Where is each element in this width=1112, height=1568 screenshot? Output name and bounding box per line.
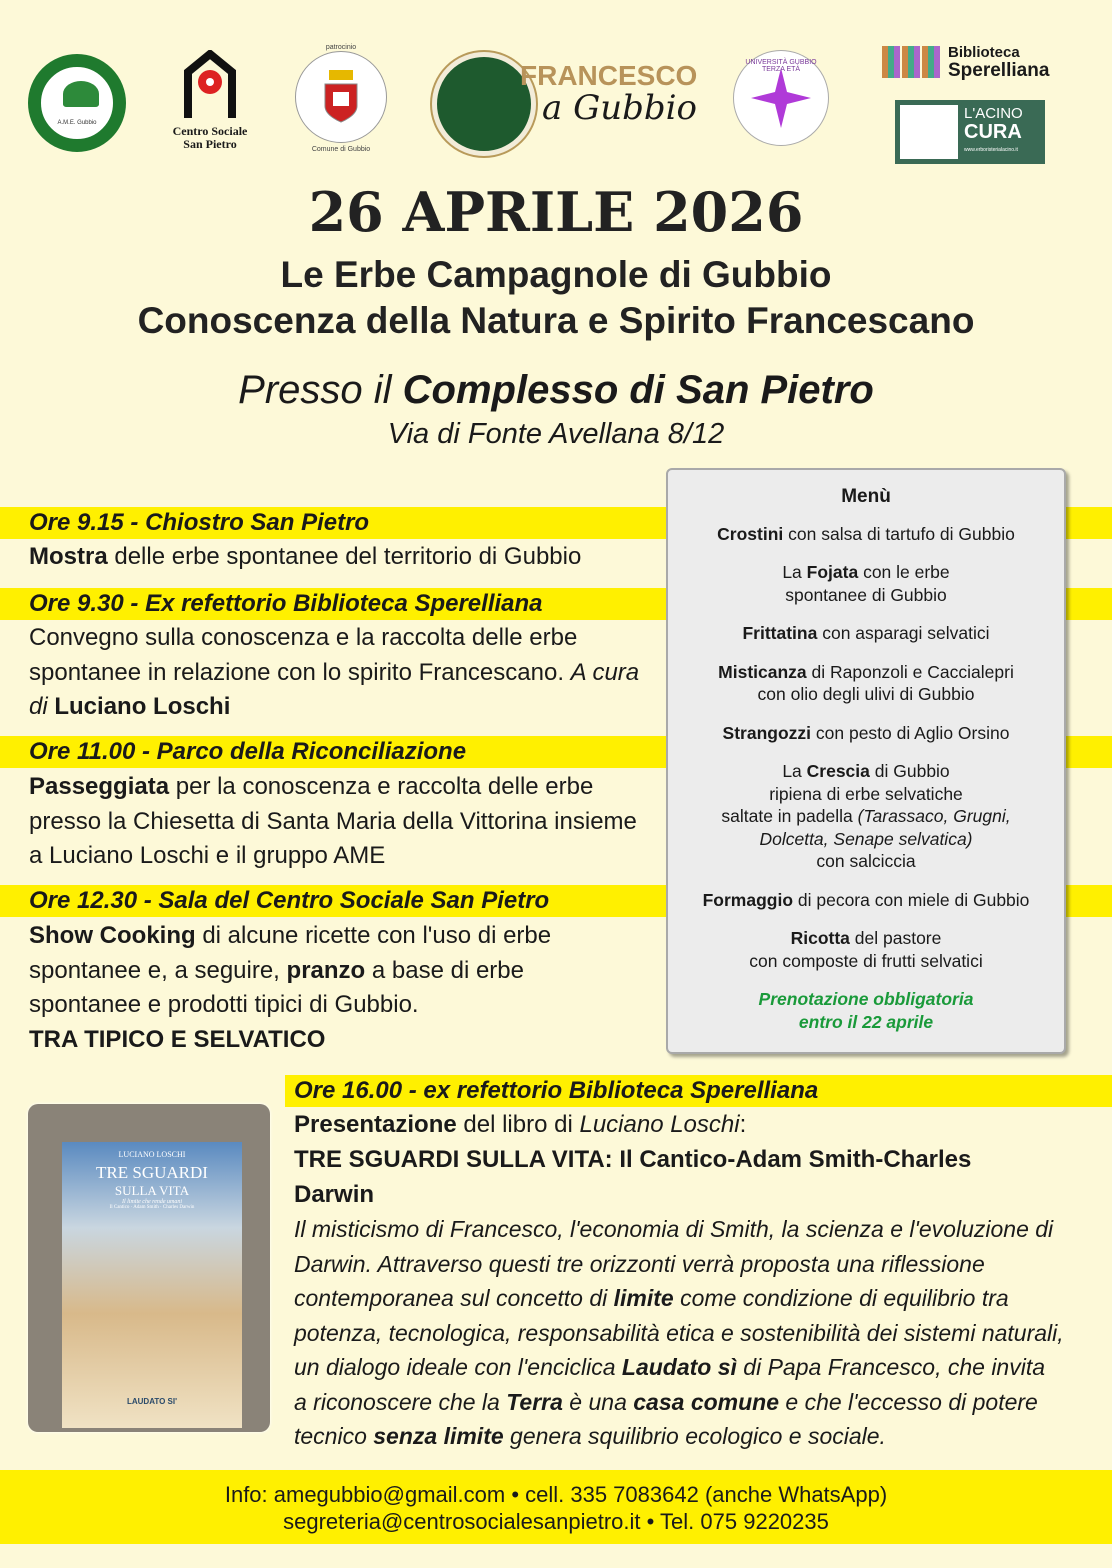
text-segment: Laudato sì <box>621 1354 737 1380</box>
house-icon <box>180 50 240 120</box>
comune-logo: patrocinio Comune di Gubbio <box>292 44 390 164</box>
text-segment: con asparagi selvatici <box>817 623 990 643</box>
star-icon <box>751 68 811 128</box>
text-segment: (Tarassaco, Grugni, Dolcetta, Senape selvatica) <box>759 806 1011 849</box>
text-segment: Presentazione <box>294 1111 457 1138</box>
text-segment: La <box>782 761 807 781</box>
text-segment: Ricotta <box>790 928 850 948</box>
text-segment: Frittatina <box>742 623 818 643</box>
contact-info-line: Info: amegubbio@gmail.com • cell. 335 7083642 (anche WhatsApp) <box>224 1482 888 1507</box>
event-subtitle: Le Erbe Campagnole di Gubbio <box>280 254 832 295</box>
text-segment: come condizione di equilibrio tra potenza, tecnologica, responsabilità etica e sostenibilità dei sistemi naturali, un dialogo ideale con l'enciclica <box>294 1285 1064 1380</box>
menu-item <box>668 889 1064 912</box>
text-segment: con le erbe spontanee di Gubbio <box>785 562 950 605</box>
menu-item <box>668 760 1064 873</box>
program-time: Ore 9.30 - Ex refettorio Biblioteca Sperelliana <box>29 590 543 617</box>
program-time: Ore 9.15 - Chiostro San Pietro <box>29 509 370 536</box>
text-segment: Passeggiata <box>29 773 170 800</box>
text-segment: Mostra <box>29 543 108 570</box>
menu-item <box>668 523 1064 546</box>
text-segment: di alcune ricette con l'uso di erbe spontanee e, a seguire, <box>29 922 552 984</box>
text-segment: con salciccia <box>816 851 916 871</box>
text-segment: La <box>782 562 807 582</box>
text-segment: Fojata <box>806 562 859 582</box>
program-description <box>29 621 654 725</box>
menu-item <box>668 661 1064 706</box>
text-segment: a base di erbe spontanee e prodotti tipici di Gubbio. <box>29 956 524 1018</box>
venue-address: Via di Fonte Avellana 8/12 <box>387 418 725 450</box>
centro-sociale-logo: Centro Sociale San Pietro <box>165 50 255 150</box>
text-segment: è una <box>562 1388 634 1415</box>
text-segment: Strangozzi <box>722 722 812 743</box>
program-description <box>29 919 629 1023</box>
menu-box <box>666 468 1066 1054</box>
text-segment: di Papa Francesco, che invita a riconoscere che la <box>294 1354 1046 1415</box>
program-tagline: TRA TIPICO E SELVATICO <box>29 1026 326 1053</box>
text-segment: casa comune <box>633 1388 780 1415</box>
text-segment: Terra <box>506 1388 563 1415</box>
biblioteca-sperelliana-logo: Biblioteca Sperelliana <box>882 44 1072 80</box>
program-description <box>29 770 644 874</box>
text-segment: Misticanza <box>718 661 807 682</box>
book-description <box>294 1212 1064 1454</box>
acino-cura-logo: L'ACINO CURA www.erboristerialacino.it <box>895 100 1045 164</box>
francesco-a-gubbio-logo: FRANCESCO a Gubbio <box>520 60 698 128</box>
text-segment: di Gubbio ripiena di erbe selvatiche saltate in padella <box>721 761 963 826</box>
event-date: 26 APRILE 2026 <box>308 180 804 244</box>
afternoon-time: Ore 16.00 - ex refettorio Biblioteca Sperelliana <box>294 1077 819 1104</box>
menu-item <box>668 561 1064 606</box>
menu-title: Menù <box>841 486 891 507</box>
text-segment: : <box>739 1111 747 1138</box>
book-title: TRE SGUARDI SULLA VITA: Il Cantico-Adam Smith-Charles Darwin <box>294 1146 972 1208</box>
text-segment: limite <box>613 1285 674 1311</box>
menu-item <box>668 622 1064 645</box>
program-time: Ore 11.00 - Parco della Riconciliazione <box>29 738 467 765</box>
text-segment: di Raponzoli e Caccialepri con olio degli ulivi di Gubbio <box>757 661 1014 704</box>
venue: Presso il Complesso di San Pietro <box>238 368 874 412</box>
biblioteca-mark-icon <box>882 46 942 78</box>
ame-logo: A.M.E. Gubbio <box>28 54 126 152</box>
book-cover-photo: LUCIANO LOSCHI TRE SGUARDI SULLA VITA Il limite che rende umani Il Cantico · Adam Smith · Charles Darwin LAUDATO SI' <box>28 1104 270 1432</box>
contact-info-line: segreteria@centrosocialesanpietro.it • Tel. 075 9220235 <box>283 1509 829 1534</box>
text-segment: Il misticismo di Francesco, l'economia di Smith, la scienza e l'evoluzione di Darwin. Attraverso questi tre orizzonti verrà proposta una riflessione contemporanea sul concetto di <box>294 1216 1054 1311</box>
text-segment: Formaggio <box>702 889 794 910</box>
menu-item <box>668 927 1064 972</box>
leaf-icon <box>900 105 958 159</box>
text-segment: del pastore con composte di frutti selvatici <box>749 928 983 971</box>
text-segment: A cura di <box>29 658 640 720</box>
text-segment: e che l'eccesso di potere tecnico <box>294 1388 1038 1449</box>
book-intro <box>294 1108 1014 1143</box>
text-segment: Show Cooking <box>29 922 196 949</box>
text-segment: Crescia <box>806 761 870 781</box>
contact-footer <box>0 1470 1112 1544</box>
coat-of-arms-icon <box>321 70 361 125</box>
universita-terza-eta-logo: UNIVERSITÀ GUBBIO TERZA ETÀ <box>733 50 829 146</box>
menu-item <box>668 722 1064 745</box>
program-description <box>29 540 669 575</box>
text-segment: per la conoscenza e raccolta delle erbe presso la Chiesetta di Santa Maria della Vittorina insieme a Luciano Loschi e il gruppo AME <box>29 773 637 869</box>
text-segment: pranzo <box>286 956 366 984</box>
text-segment: con pesto di Aglio Orsino <box>811 722 1010 743</box>
text-segment: genera squilibrio ecologico e sociale. <box>503 1423 886 1449</box>
text-segment: del libro di <box>456 1111 580 1138</box>
text-segment: Convegno sulla conoscenza e la raccolta delle erbe spontanee in relazione con lo spirito Francescano. <box>29 624 578 686</box>
program-time: Ore 12.30 - Sala del Centro Sociale San Pietro <box>29 887 550 914</box>
text-segment: Luciano Loschi <box>579 1111 740 1138</box>
event-theme: Conoscenza della Natura e Spirito Francescano <box>137 300 975 341</box>
text-segment: con salsa di tartufo di Gubbio <box>783 523 1015 544</box>
mushroom-icon <box>63 81 99 107</box>
reservation-note: Prenotazione obbligatoria entro il 22 aprile <box>758 989 974 1032</box>
text-segment: Crostini <box>717 523 784 544</box>
text-segment: delle erbe spontanee del territorio di Gubbio <box>107 543 582 570</box>
text-segment: Luciano Loschi <box>47 693 231 720</box>
text-segment: senza limite <box>373 1423 504 1449</box>
logo-row <box>0 40 1112 170</box>
text-segment: di pecora con miele di Gubbio <box>793 889 1030 910</box>
